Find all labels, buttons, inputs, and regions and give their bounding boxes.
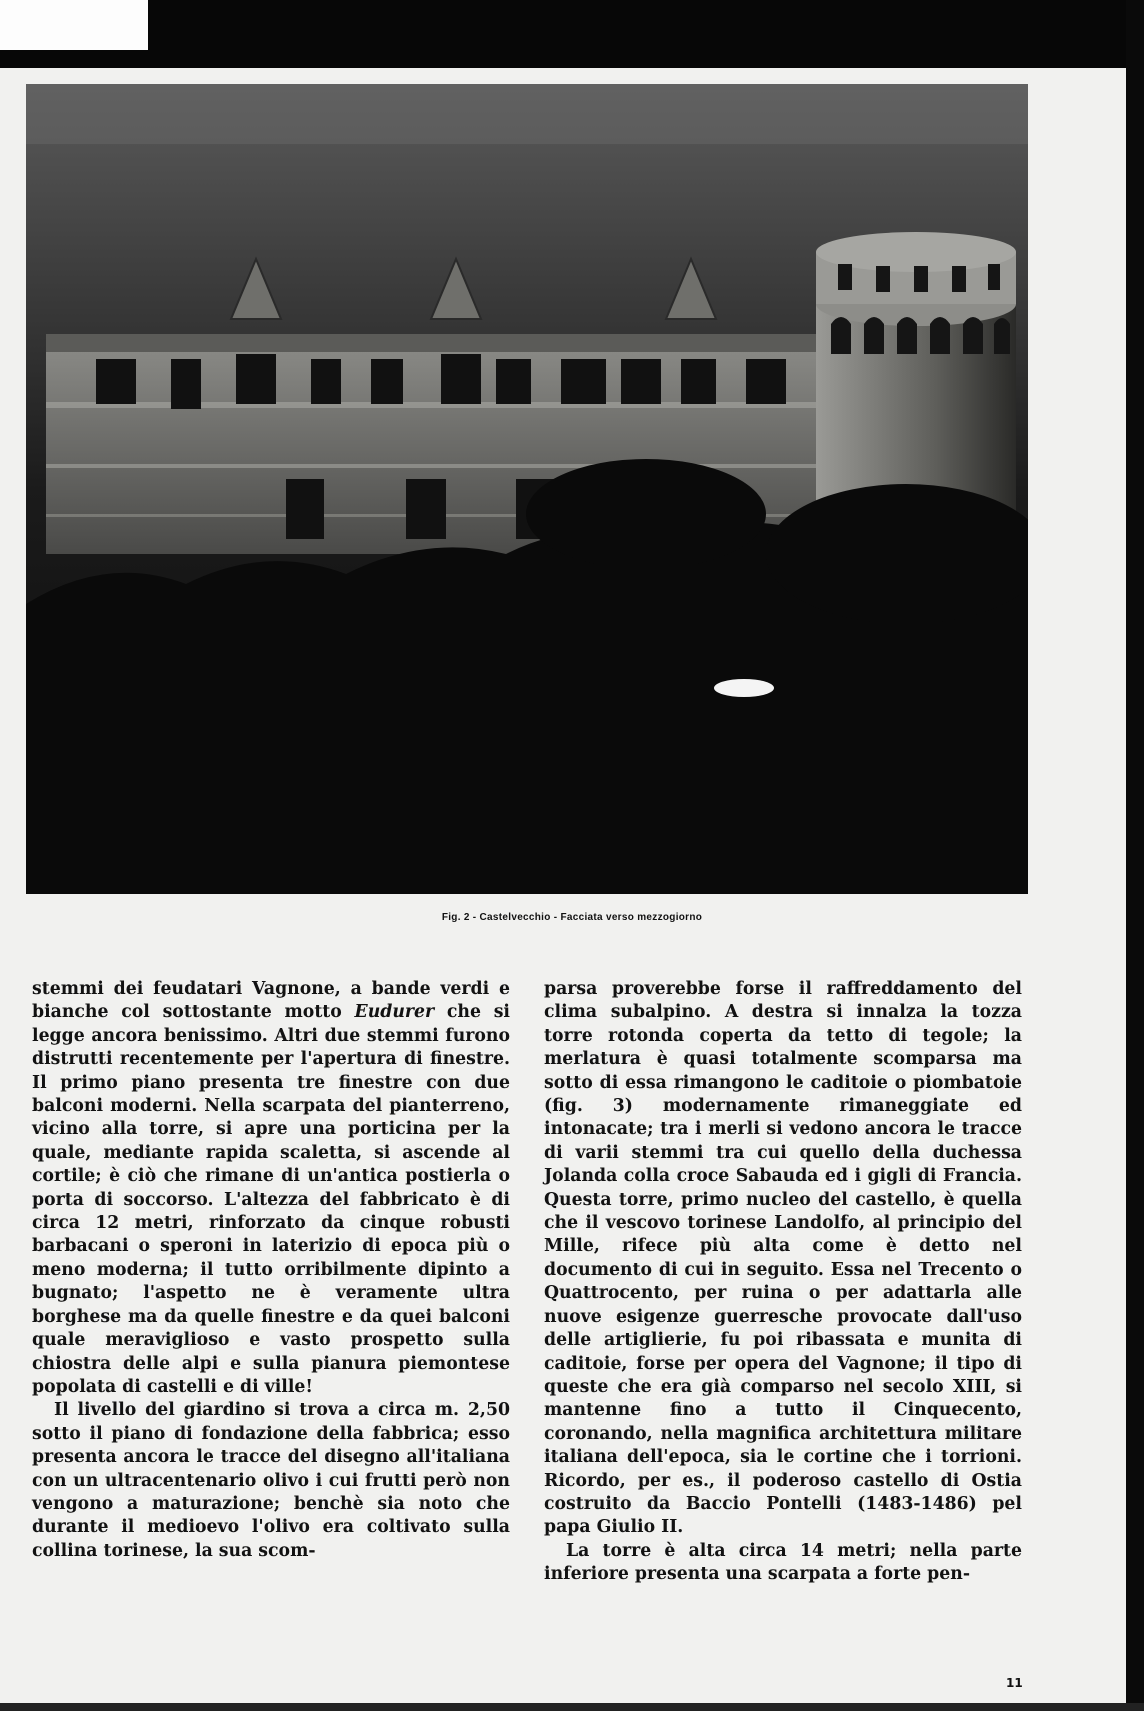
text-column-left	[32, 978, 510, 1563]
scan-border-bottom	[0, 1703, 1144, 1711]
scan-border-right	[1126, 0, 1144, 1711]
figure-caption: Fig. 2 - Castelvecchio - Facciata verso mezzogiorno	[441, 912, 703, 923]
castle-photograph	[26, 84, 1028, 894]
scan-label-strip	[0, 0, 148, 50]
light-reflection	[714, 679, 774, 697]
paragraph: stemmi dei feudatari Vagnone, a bande verdi e bianche col sottostante motto Eudurer che si legge ancora benissimo. Altri due stemmi furono distrutti recentemente per l'apertura di finestre. Il primo piano presenta tre finestre con due balconi moderni. Nella scarpata del pianterreno, vicino alla torre, si apre una porticina per la quale, mediante rapida scaletta, si ascende al cortile; è ciò che rimane di un'antica postierla o porta di soccorso. L'altezza del fabbricato è di circa 12 metri, rinforzato da cinque robusti barbacani o speroni in laterizio di epoca più o meno moderna; il tutto orribilmente dipinto a bugnato; l'aspetto ne è veramente ultra borghese ma da quelle finestre e da quei balconi quale meraviglioso e vasto prospetto sulla chiostra delle alpi e sulla pianura piemontese popolata di castelli e di ville!	[32, 979, 510, 1397]
paragraph: La torre è alta circa 14 metri; nella parte inferiore presenta una scarpata a forte pen-	[544, 1540, 1022, 1585]
motto-italic: Eudurer	[354, 1002, 435, 1023]
text-column-right	[544, 978, 1022, 1587]
castle-photo-drawing	[26, 84, 1028, 894]
paragraph: Il livello del giardino si trova a circa m. 2,50 sotto il piano di fondazione della fabbrica; esso presenta ancora le tracce del disegno all'italiana con un ultracentenario olivo i cui frutti però non vengono a maturazione; benchè sia noto che durante il medioevo l'olivo era coltivato sulla collina torinese, la sua scom-	[32, 1400, 510, 1561]
page-number: 11	[1006, 1676, 1023, 1690]
scan-border-top	[0, 0, 1144, 68]
paragraph: parsa proverebbe forse il raffreddamento del clima subalpino. A destra si innalza la tozza torre rotonda coperta da tetto di tegole; la merlatura è quasi totalmente scomparsa ma sotto di essa rimangono le caditoie o piombatoie (fig. 3) modernamente rimaneggiate ed intonacate; tra i merli si vedono ancora le tracce di varii stemmi tra cui quello della duchessa Jolanda colla croce Sabauda ed i gigli di Francia. Questa torre, primo nucleo del castello, è quella che il vescovo torinese Landolfo, al principio del Mille, rifece più alta come è detto nel documento di cui in seguito. Essa nel Trecento o Quattrocento, per ruina o per adattarla alle nuove esigenze guerresche provocate dall'uso delle artiglierie, fu poi ribassata e munita di caditoie, forse per opera del Vagnone; il tipo di queste che era già comparso nel secolo XIII, si mantenne fino a tutto il Cinquecento, coronando, nella magnifica architettura militare italiana dell'epoca, sia le cortine che i torrioni. Ricordo, per es., il poderoso castello di Ostia costruito da Baccio Pontelli (1483-1486) pel papa Giulio II.	[544, 979, 1022, 1538]
